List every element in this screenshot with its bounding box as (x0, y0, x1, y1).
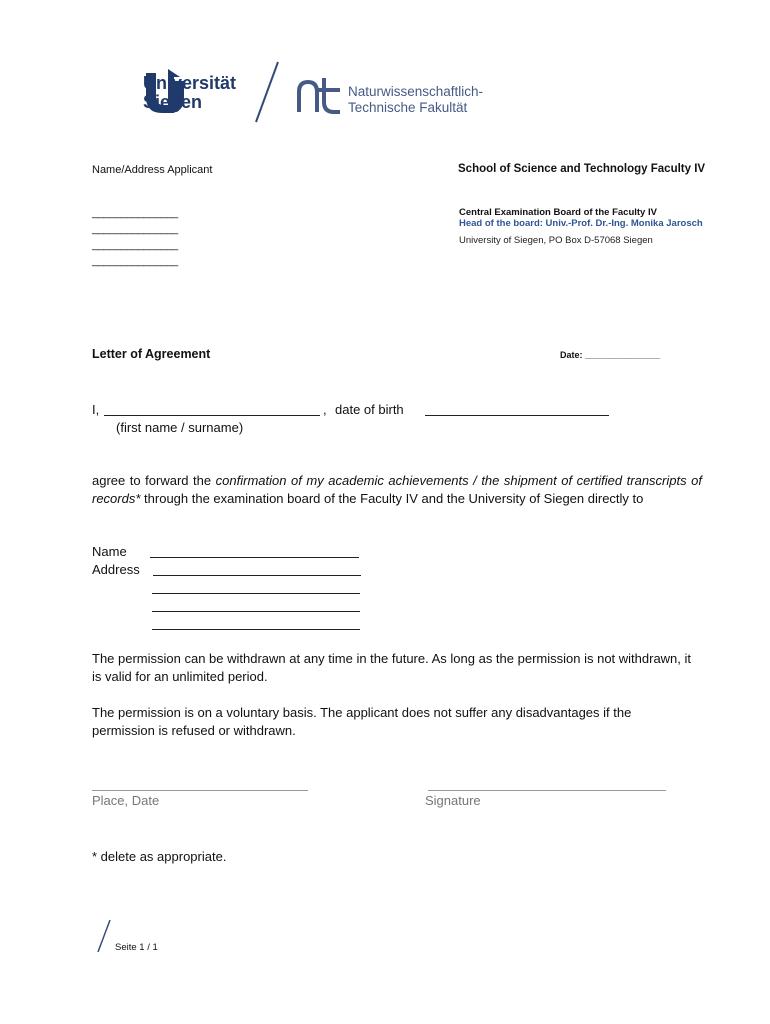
recipient-name-line (150, 557, 359, 558)
applicant-blank-line: _______________ (92, 223, 178, 235)
logo-faculty-line1: Naturwissenschaftlich- (348, 84, 484, 99)
agreement-paragraph (92, 472, 702, 508)
place-date-label: Place, Date (92, 793, 160, 808)
name-blank-line (104, 415, 320, 416)
recipient-address-line (152, 629, 360, 630)
footnote: * delete as appropriate. (92, 849, 227, 864)
logo-faculty-line2: Technische Fakultät (348, 100, 468, 115)
name-label: Name (92, 544, 127, 559)
footer-slash-icon (96, 918, 112, 954)
place-date-line (92, 790, 308, 791)
permission-paragraph-2: The permission is on a voluntary basis. The applicant does not suffer any disadvantages if the permission is refused or withdrawn. (92, 705, 632, 738)
applicant-blank-line: _______________ (92, 239, 178, 251)
applicant-blank-line: _______________ (92, 207, 178, 219)
dob-label: date of birth (335, 402, 404, 417)
recipient-address-line (152, 611, 360, 612)
divider-slash-icon (252, 60, 282, 126)
date-field: Date: _______________ (560, 350, 661, 360)
intro-separator: , (323, 402, 327, 417)
agree-prefix: agree to forward the (92, 473, 212, 488)
board-head: Head of the board: Univ.-Prof. Dr.-Ing. Monika Jarosch (459, 218, 703, 229)
name-hint: (first name / surname) (116, 420, 244, 435)
letter-title: Letter of Agreement (92, 347, 211, 361)
recipient-address-line (152, 593, 360, 594)
board-address: University of Siegen, PO Box D-57068 Siegen (459, 235, 653, 246)
faculty-logo-icon (296, 74, 344, 116)
signature-line (428, 790, 666, 791)
intro-prefix: I, (92, 402, 100, 417)
permission-paragraph-1: The permission can be withdrawn at any time in the future. As long as the permission is not withdrawn, it is valid for an unlimited period. (92, 651, 692, 684)
applicant-blank-lines (92, 205, 178, 269)
page-number: Seite 1 / 1 (115, 942, 158, 953)
signature-label: Signature (425, 793, 481, 808)
faculty-logo-text (348, 84, 483, 116)
applicant-blank-line: _______________ (92, 255, 178, 267)
logo-uni-line2: Siegen (143, 92, 203, 112)
school-heading: School of Science and Technology Faculty IV (458, 163, 706, 175)
address-label: Address (92, 562, 140, 577)
applicant-label: Name/Address Applicant (92, 164, 213, 176)
board-name: Central Examination Board of the Faculty IV (459, 207, 657, 218)
dob-blank-line (425, 415, 609, 416)
university-logo-text (143, 74, 236, 112)
agree-suffix: through the examination board of the Faculty IV and the University of Siegen directly to (144, 491, 644, 506)
agree-italic: confirmation of my academic achievements / the shipment of certified transcripts of records* (92, 473, 702, 506)
recipient-address-line (153, 575, 361, 576)
logo-uni-line1: Universität (143, 73, 237, 93)
